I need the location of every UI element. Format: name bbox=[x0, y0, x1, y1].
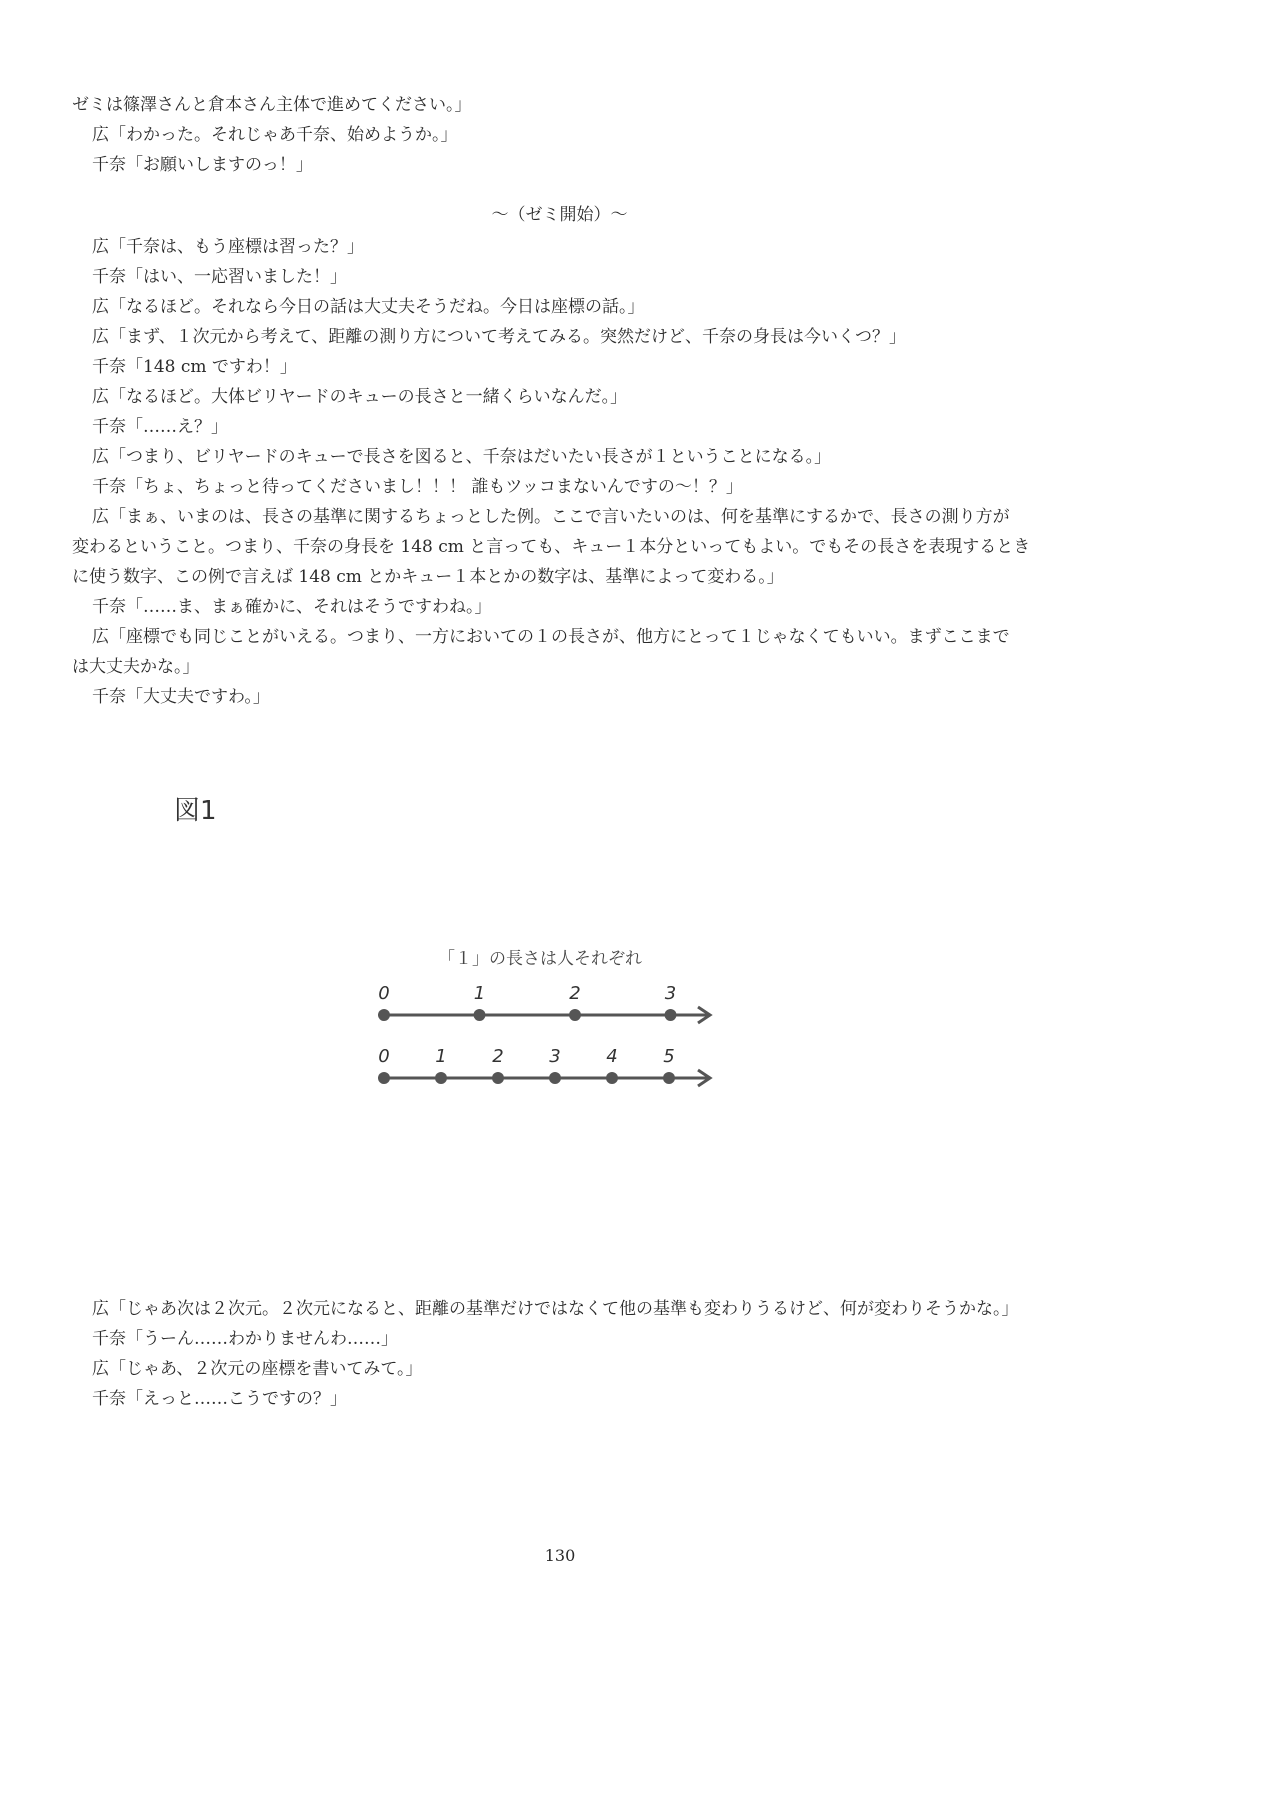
number-line-figure bbox=[370, 940, 730, 1100]
dialogue-line: 千奈「……え？」 bbox=[92, 417, 228, 437]
tick-dot bbox=[474, 1009, 486, 1021]
page-number: 130 bbox=[544, 1546, 576, 1565]
tick-label: 2 bbox=[492, 1046, 504, 1067]
figure-label: 図1 bbox=[174, 796, 217, 826]
dialogue-line: 千奈「うーん……わかりませんわ……」 bbox=[92, 1329, 398, 1349]
dialogue-bottom bbox=[72, 1294, 1047, 1414]
dialogue-top bbox=[72, 90, 1047, 236]
dialogue-line: 広「つまり、ビリヤードのキューで長さを図ると、千奈はだいたい長さが１ということになる。」 bbox=[92, 447, 832, 467]
tick-label: 3 bbox=[664, 983, 677, 1004]
dialogue-line: 広「まず、１次元から考えて、距離の測り方について考えてみる。突然だけど、千奈の身長は今いくつ？」 bbox=[92, 327, 906, 347]
dialogue-line: 広「わかった。それじゃあ千奈、始めようか。」 bbox=[92, 125, 458, 145]
tick-dot bbox=[492, 1072, 504, 1084]
dialogue-line: 千奈「お願いしますのっ！」 bbox=[92, 155, 313, 175]
dialogue-line: 千奈「……ま、まぁ確かに、それはそうですわね。」 bbox=[92, 597, 492, 617]
dialogue-line: 広「じゃあ次は２次元。２次元になると、距離の基準だけではなくて他の基準も変わりうるけど、何が変わりそうかな。」 bbox=[92, 1299, 1019, 1319]
tick-dot bbox=[665, 1009, 677, 1021]
dialogue-line: 千奈「ちょ、ちょっと待ってくださいまし！！！ 誰もツッコまないんですの～！？」 bbox=[92, 477, 743, 497]
dialogue-line: 千奈「大丈夫ですわ。」 bbox=[92, 687, 270, 707]
dialogue-line: は大丈夫かな。」 bbox=[72, 657, 200, 677]
dialogue-line: 千奈「えっと……こうですの？」 bbox=[92, 1389, 347, 1409]
tick-label: 1 bbox=[473, 983, 486, 1004]
dialogue-line: に使う数字、この例で言えば 148 cm とかキュー１本とかの数字は、基準によって変わる。」 bbox=[72, 567, 784, 587]
dialogue-line: ゼミは篠澤さんと倉本さん主体で進めてください。」 bbox=[72, 95, 472, 115]
section-marker: ～（ゼミ開始）～ bbox=[491, 205, 628, 225]
tick-dot bbox=[378, 1009, 390, 1021]
tick-dot bbox=[569, 1009, 581, 1021]
tick-label: 0 bbox=[378, 983, 390, 1004]
dialogue-line: 広「なるほど。それなら今日の話は大丈夫そうだね。今日は座標の話。」 bbox=[92, 297, 645, 317]
tick-label: 4 bbox=[606, 1046, 618, 1067]
tick-label: 3 bbox=[549, 1046, 561, 1067]
tick-dot bbox=[606, 1072, 618, 1084]
dialogue-line: 千奈「はい、一応習いました！」 bbox=[92, 267, 347, 287]
tick-dot bbox=[435, 1072, 447, 1084]
dialogue-line: 広「じゃあ、２次元の座標を書いてみて。」 bbox=[92, 1359, 423, 1379]
tick-label: 1 bbox=[435, 1046, 447, 1067]
dialogue-line: 変わるということ。つまり、千奈の身長を 148 cm と言っても、キュー１本分といってもよい。でもその長さを表現するとき bbox=[72, 537, 1031, 557]
dialogue-line: 広「座標でも同じことがいえる。つまり、一方においての１の長さが、他方にとって１じゃなくてもいい。まずここまで bbox=[92, 627, 1010, 647]
tick-label: 0 bbox=[378, 1046, 390, 1067]
tick-dot bbox=[549, 1072, 561, 1084]
dialogue-line: 広「まぁ、いまのは、長さの基準に関するちょっとした例。ここで言いたいのは、何を基準にするかで、長さの測り方が bbox=[92, 507, 1010, 527]
tick-label: 5 bbox=[663, 1046, 675, 1067]
dialogue-line: 広「千奈は、もう座標は習った？」 bbox=[92, 237, 364, 257]
dialogue-line: 千奈「148 cm ですわ！」 bbox=[92, 357, 297, 377]
tick-dot bbox=[663, 1072, 675, 1084]
dialogue-main bbox=[72, 232, 1047, 712]
tick-dot bbox=[378, 1072, 390, 1084]
tick-label: 2 bbox=[569, 983, 581, 1004]
dialogue-line: 広「なるほど。大体ビリヤードのキューの長さと一緒くらいなんだ。」 bbox=[92, 387, 628, 407]
figure-title: 「１」の長さは人それぞれ bbox=[438, 949, 642, 969]
